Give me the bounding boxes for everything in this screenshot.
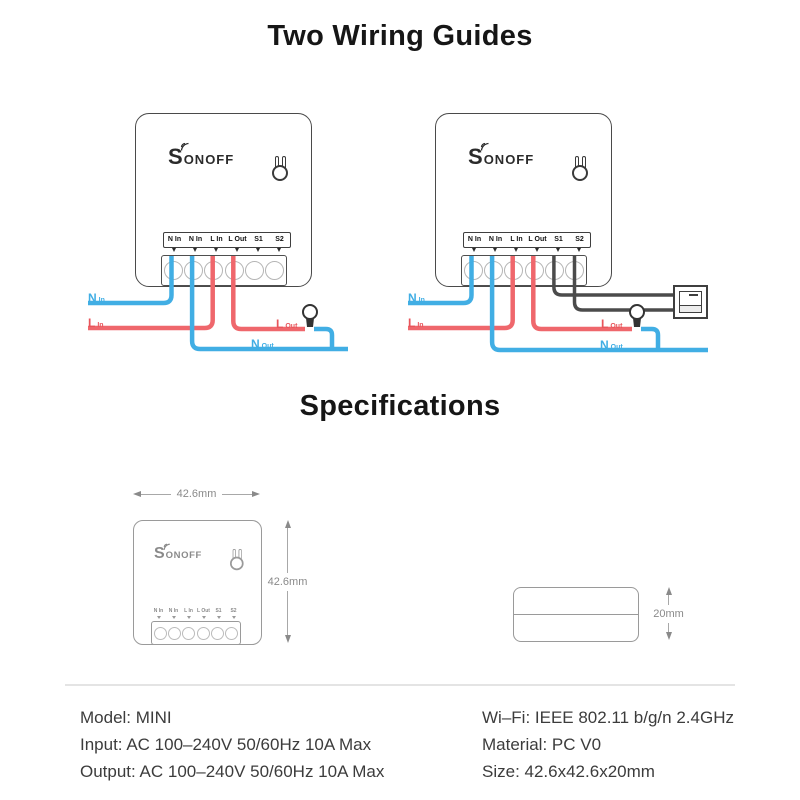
depth-dimension bbox=[646, 587, 691, 640]
terminal-hole bbox=[484, 261, 503, 280]
terminal-hole bbox=[154, 627, 167, 640]
dim-arrow-left-icon bbox=[133, 491, 141, 497]
terminal-hole bbox=[204, 261, 223, 280]
down-arrow-icon bbox=[277, 248, 281, 252]
terminal-label: S1 bbox=[254, 236, 263, 243]
down-arrow-icon bbox=[535, 248, 539, 252]
size-line: Size: 42.6x42.6x20mm bbox=[482, 762, 655, 781]
terminal-label: L In bbox=[510, 236, 523, 243]
down-arrow-icon bbox=[172, 616, 176, 619]
down-arrow-icon bbox=[157, 616, 161, 619]
mounting-hole-icon bbox=[230, 549, 247, 575]
terminal-hole bbox=[211, 627, 224, 640]
terminal-label: S1 bbox=[215, 608, 222, 614]
input-line: Input: AC 100–240V 50/60Hz 10A Max bbox=[80, 735, 372, 754]
terminal-label: N In bbox=[167, 236, 182, 243]
width-dimension-label: 42.6mm bbox=[176, 488, 217, 500]
spec-side-view bbox=[500, 575, 710, 655]
n-out-wire-branch bbox=[314, 329, 332, 349]
terminal-label: N In bbox=[153, 608, 164, 614]
terminal-label-strip bbox=[463, 232, 591, 248]
height-dimension bbox=[265, 520, 310, 643]
output-line: Output: AC 100–240V 50/60Hz 10A Max bbox=[80, 762, 385, 781]
wire-label-l-out: L Out bbox=[601, 317, 623, 331]
terminal-hole bbox=[464, 261, 483, 280]
terminal-hole bbox=[182, 627, 195, 640]
spec-details-right bbox=[482, 704, 734, 785]
wall-switch-icon bbox=[673, 285, 708, 319]
terminal-label: S2 bbox=[575, 236, 584, 243]
wiring-guide-left bbox=[80, 105, 370, 375]
wire-label-n-out: N Out bbox=[251, 337, 274, 351]
down-arrow-icon bbox=[232, 616, 236, 619]
wire-label-n-in: N In bbox=[408, 291, 425, 305]
wifi-line: Wi–Fi: IEEE 802.11 b/g/n 2.4GHz bbox=[482, 708, 734, 727]
light-bulb-icon bbox=[630, 305, 644, 327]
terminal-label-strip bbox=[151, 607, 241, 615]
dim-arrow-up-icon bbox=[285, 520, 291, 528]
wire-label-l-in: L In bbox=[88, 316, 104, 330]
down-arrow-icon bbox=[577, 248, 581, 252]
wifi-signal-icon bbox=[480, 142, 490, 152]
terminal-hole bbox=[265, 261, 284, 280]
spec-front-view bbox=[100, 480, 330, 660]
wire-label-n-out: N Out bbox=[600, 338, 623, 352]
switch-rocker bbox=[679, 291, 702, 313]
terminal-hole bbox=[225, 261, 244, 280]
sonoff-logo bbox=[468, 144, 535, 169]
wire-label-n-in: N In bbox=[88, 291, 105, 305]
sonoff-device-drawing bbox=[133, 520, 262, 645]
wifi-signal-icon bbox=[163, 543, 171, 551]
logo-text: ONOFF bbox=[183, 151, 235, 167]
depth-dimension-label: 20mm bbox=[653, 607, 684, 620]
dim-arrow-down-icon bbox=[666, 632, 672, 640]
light-bulb-icon bbox=[303, 305, 317, 327]
terminal-hole bbox=[184, 261, 203, 280]
terminal-hole bbox=[168, 627, 181, 640]
down-arrow-icon bbox=[217, 616, 221, 619]
terminal-label: S2 bbox=[275, 236, 284, 243]
wiring-guides-title: Two Wiring Guides bbox=[267, 20, 533, 52]
wire-label-l-out: L Out bbox=[276, 317, 298, 331]
terminal-label: S1 bbox=[554, 236, 563, 243]
terminal-label: N In bbox=[168, 608, 179, 614]
terminal-label: L In bbox=[210, 236, 223, 243]
device-side-profile bbox=[513, 587, 639, 642]
down-arrow-icon bbox=[514, 248, 518, 252]
down-arrow-icon bbox=[193, 248, 197, 252]
terminal-hole bbox=[164, 261, 183, 280]
terminal-label: L Out bbox=[228, 236, 247, 243]
spec-details-left bbox=[80, 704, 384, 785]
logo-text-s: S bbox=[154, 545, 165, 562]
down-arrow-icon bbox=[214, 248, 218, 252]
terminal-label: L Out bbox=[197, 608, 210, 614]
terminal-hole bbox=[504, 261, 523, 280]
terminal-block bbox=[461, 255, 587, 286]
material-line: Material: PC V0 bbox=[482, 735, 602, 754]
wire-label-l-in: L In bbox=[408, 316, 424, 330]
terminal-hole bbox=[197, 627, 210, 640]
section-divider bbox=[65, 684, 735, 686]
case-seam-line bbox=[514, 614, 638, 615]
width-dimension bbox=[133, 488, 260, 500]
wiring-guide-right bbox=[400, 105, 720, 375]
terminal-label: N In bbox=[467, 236, 482, 243]
down-arrow-icon bbox=[202, 616, 206, 619]
terminal-hole bbox=[225, 627, 238, 640]
down-arrow-icon bbox=[187, 616, 191, 619]
terminal-label-strip bbox=[163, 232, 291, 248]
terminal-label: S2 bbox=[230, 608, 237, 614]
down-arrow-icon bbox=[493, 248, 497, 252]
sonoff-logo bbox=[154, 547, 202, 560]
specifications-title: Specifications bbox=[299, 390, 501, 422]
logo-text: ONOFF bbox=[165, 550, 202, 562]
terminal-label: L In bbox=[184, 608, 193, 614]
terminal-hole bbox=[545, 261, 564, 280]
logo-text: ONOFF bbox=[483, 151, 535, 167]
terminal-block bbox=[161, 255, 287, 286]
sonoff-logo bbox=[168, 144, 235, 169]
terminal-arrows bbox=[163, 248, 289, 252]
terminal-hole bbox=[245, 261, 264, 280]
down-arrow-icon bbox=[472, 248, 476, 252]
terminal-arrows bbox=[463, 248, 589, 252]
terminal-arrows bbox=[151, 616, 241, 619]
mounting-hole-icon bbox=[272, 156, 292, 186]
wifi-signal-icon bbox=[180, 142, 190, 152]
dim-arrow-right-icon bbox=[252, 491, 260, 497]
dim-arrow-down-icon bbox=[285, 635, 291, 643]
model-line: Model: MINI bbox=[80, 708, 172, 727]
logo-text-s: S bbox=[468, 144, 483, 169]
terminal-label: L Out bbox=[528, 236, 547, 243]
down-arrow-icon bbox=[235, 248, 239, 252]
down-arrow-icon bbox=[256, 248, 260, 252]
height-dimension-label: 42.6mm bbox=[267, 575, 308, 588]
n-out-wire-branch bbox=[641, 329, 658, 350]
terminal-hole bbox=[525, 261, 544, 280]
mounting-hole-icon bbox=[572, 156, 592, 186]
terminal-label: N In bbox=[488, 236, 503, 243]
down-arrow-icon bbox=[172, 248, 176, 252]
terminal-block bbox=[151, 621, 241, 645]
terminal-label: N In bbox=[188, 236, 203, 243]
sonoff-device bbox=[135, 113, 312, 287]
sonoff-device bbox=[435, 113, 612, 287]
dim-arrow-up-icon bbox=[666, 587, 672, 595]
terminal-hole bbox=[565, 261, 584, 280]
down-arrow-icon bbox=[556, 248, 560, 252]
logo-text-s: S bbox=[168, 144, 183, 169]
